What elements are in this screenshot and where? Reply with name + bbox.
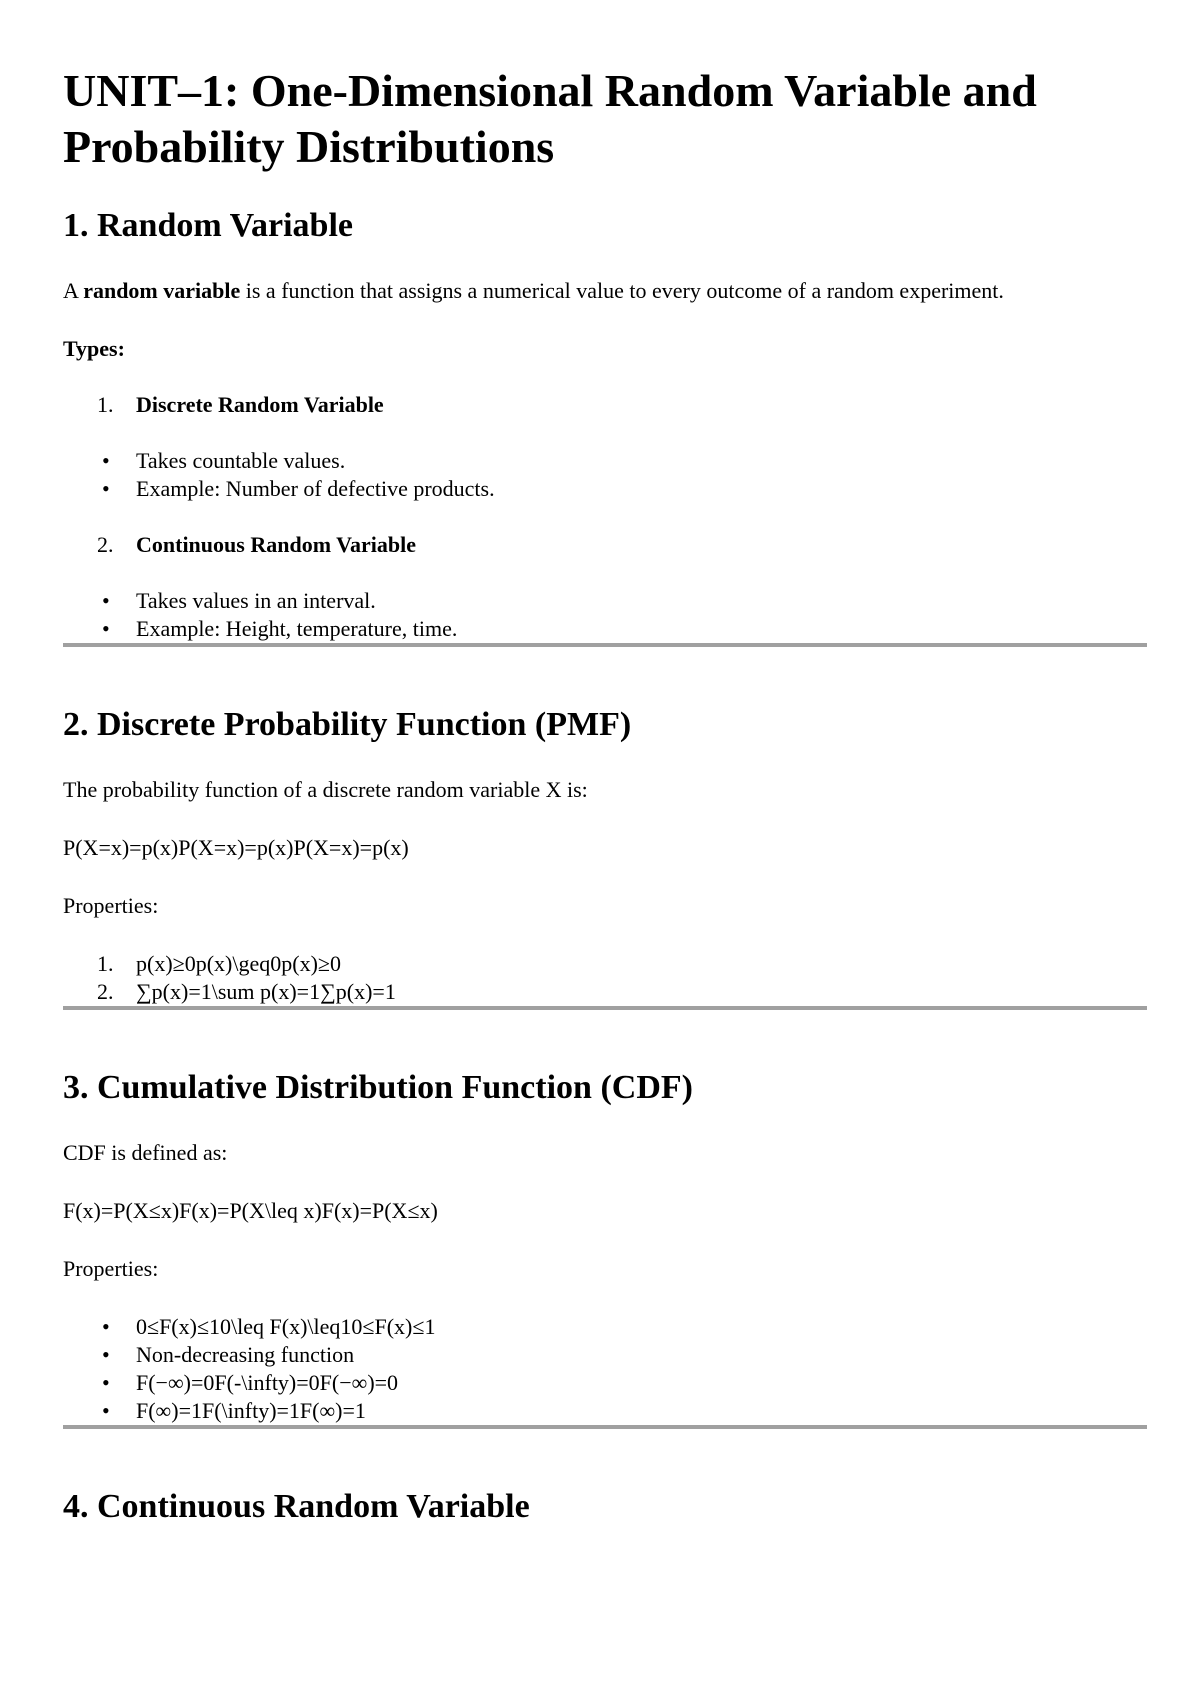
section-heading-continuous-rv: 4. Continuous Random Variable: [63, 1488, 530, 1525]
property-text: p(x)≥0p(x)\geq0p(x)≥0: [136, 951, 341, 976]
list-item: [63, 1313, 1147, 1341]
cdf-formula: F(x)=P(X≤x)F(x)=P(X\leq x)F(x)=P(X≤x): [63, 1198, 438, 1223]
types-list-2: [63, 531, 1147, 559]
property-text: ∑p(x)=1\sum p(x)=1∑p(x)=1: [136, 979, 396, 1004]
document-page: [63, 0, 1147, 1528]
list-item: [63, 587, 1147, 615]
cdf-properties-list: [63, 1313, 1147, 1425]
bullet-icon: •: [102, 616, 110, 641]
pmf-formula: P(X=x)=p(x)P(X=x)=p(x)P(X=x)=p(x): [63, 835, 409, 860]
bullet-text: Example: Number of defective products.: [136, 476, 495, 501]
list-number: 1.: [97, 392, 114, 417]
list-item: [63, 1341, 1147, 1369]
bullet-text: Takes countable values.: [136, 448, 346, 473]
pmf-intro: The probability function of a discrete random variable X is:: [63, 777, 588, 802]
property-text: F(−∞)=0F(-\infty)=0F(−∞)=0: [136, 1370, 399, 1395]
list-item-discrete: [63, 391, 1147, 419]
continuous-bullets: [63, 587, 1147, 643]
cdf-intro: CDF is defined as:: [63, 1140, 228, 1165]
pmf-properties-list: [63, 950, 1147, 1006]
continuous-label: Continuous Random Variable: [136, 532, 416, 557]
list-item: [63, 475, 1147, 503]
list-item: [63, 950, 1147, 978]
section-divider: [63, 1006, 1147, 1010]
list-item: [63, 1397, 1147, 1425]
definition-suffix: is a function that assigns a numerical value to every outcome of a random experiment.: [240, 278, 1004, 303]
bullet-text: Takes values in an interval.: [136, 588, 376, 613]
bullet-icon: •: [102, 1314, 110, 1339]
list-item: [63, 978, 1147, 1006]
list-item: [63, 1369, 1147, 1397]
property-text: 0≤F(x)≤10\leq F(x)\leq10≤F(x)≤1: [136, 1314, 436, 1339]
definition-term: random variable: [83, 278, 241, 303]
list-number: 1.: [97, 951, 114, 976]
bullet-icon: •: [102, 1370, 110, 1395]
list-number: 2.: [97, 532, 114, 557]
random-variable-definition: [63, 277, 1147, 305]
section-divider: [63, 643, 1147, 647]
property-text: Non-decreasing function: [136, 1342, 355, 1367]
section-heading-random-variable: 1. Random Variable: [63, 207, 353, 244]
list-item: [63, 447, 1147, 475]
bullet-icon: •: [102, 1398, 110, 1423]
bullet-icon: •: [102, 476, 110, 501]
bullet-icon: •: [102, 1342, 110, 1367]
cdf-properties-label: Properties:: [63, 1256, 159, 1281]
discrete-label: Discrete Random Variable: [136, 392, 384, 417]
section-heading-cdf: 3. Cumulative Distribution Function (CDF): [63, 1069, 693, 1106]
bullet-icon: •: [102, 448, 110, 473]
bullet-text: Example: Height, temperature, time.: [136, 616, 458, 641]
list-item: [63, 615, 1147, 643]
types-list-1: [63, 391, 1147, 419]
list-number: 2.: [97, 979, 114, 1004]
property-text: F(∞)=1F(\infty)=1F(∞)=1: [136, 1398, 366, 1423]
list-item-continuous: [63, 531, 1147, 559]
section-divider: [63, 1425, 1147, 1429]
bullet-icon: •: [102, 588, 110, 613]
section-heading-pmf: 2. Discrete Probability Function (PMF): [63, 706, 632, 743]
document-title: UNIT–1: One-Dimensional Random Variable and Probability Distributions: [63, 65, 1037, 172]
types-label: Types:: [63, 336, 125, 361]
pmf-properties-label: Properties:: [63, 893, 159, 918]
definition-prefix: A: [63, 278, 84, 303]
discrete-bullets: [63, 447, 1147, 503]
